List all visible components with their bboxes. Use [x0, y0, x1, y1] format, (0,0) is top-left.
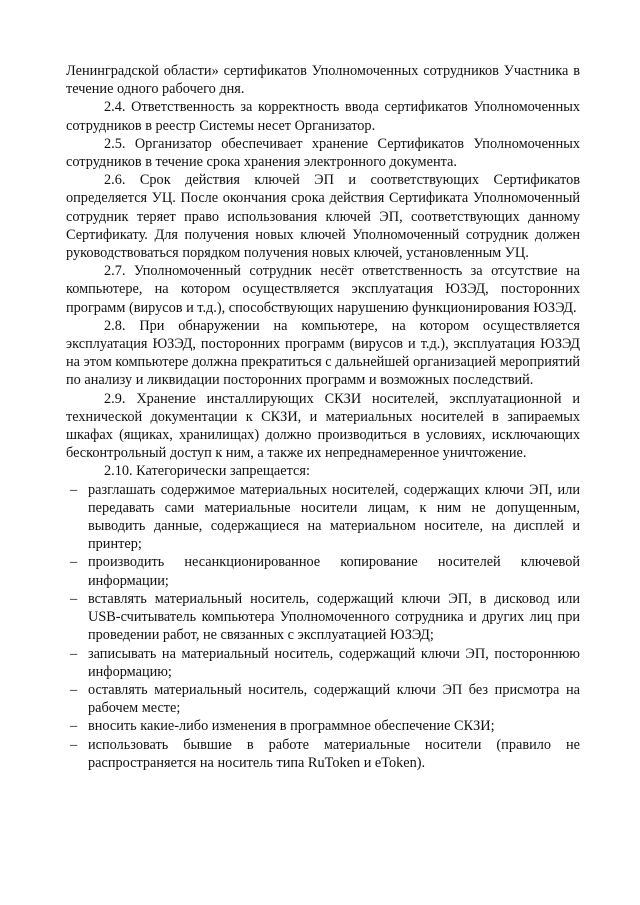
- paragraph-2-8: 2.8. При обнаружении на компьютере, на котором осуществляется эксплуатация ЮЗЭД, посторонних программ (вирусов и т.д.), эксплуатация ЮЗЭД на этом компьютере должна прекратиться с дальнейшей организацией мероприятий по анализу и ликвидации посторонних программ и возможных последствий.: [66, 317, 580, 389]
- list-item: [66, 717, 580, 735]
- paragraph-2-5: 2.5. Организатор обеспечивает хранение Сертификатов Уполномоченных сотрудников в течение срока хранения электронного документа.: [66, 135, 580, 171]
- section-heading-2-10: 2.10. Категорически запрещается:: [104, 463, 310, 480]
- dash-bullet: –: [70, 681, 78, 698]
- list-item-text: записывать на материальный носитель, содержащий ключи ЭП, постороннюю информацию;: [88, 645, 580, 680]
- document-page: [66, 62, 580, 772]
- paragraph-continuation: Ленинградской области» сертификатов Уполномоченных сотрудников Участника в течение одного рабочего дня.: [66, 63, 580, 98]
- paragraph-2-7: 2.7. Уполномоченный сотрудник несёт ответственность за отсутствие на компьютере, на котором осуществляется эксплуатация ЮЗЭД, посторонних программ (вирусов и т.д.), способствующих нарушению функционирования ЮЗЭД.: [66, 263, 580, 316]
- prohibition-list: [66, 481, 580, 772]
- dash-bullet: –: [70, 554, 78, 571]
- dash-bullet: –: [70, 590, 78, 607]
- list-item-text: вставлять материальный носитель, содержащий ключи ЭП, в дисковод или USB-считыватель компьютера Уполномоченного сотрудника и других лиц при проведении работ, не связанных с эксплуатацией ЮЗЭД;: [88, 590, 580, 644]
- list-item-text: оставлять материальный носитель, содержащий ключи ЭП без присмотра на рабочем месте;: [88, 681, 580, 717]
- list-item: [66, 681, 580, 717]
- list-item: [66, 553, 580, 589]
- list-item: [66, 590, 580, 645]
- paragraph-2-9: 2.9. Хранение инсталлирующих СКЗИ носителей, эксплуатационной и технической документации к СКЗИ, и материальных носителей в запираемых шкафах (ящиках, хранилищах) должно производиться в условиях, исключающих бесконтрольный доступ к ним, а также их непреднамеренное уничтожение.: [66, 390, 580, 462]
- dash-bullet: –: [70, 645, 78, 662]
- list-item-text: вносить какие-либо изменения в программное обеспечение СКЗИ;: [88, 718, 495, 735]
- dash-bullet: –: [70, 736, 78, 753]
- paragraph-2-6: 2.6. Срок действия ключей ЭП и соответствующих Сертификатов определяется УЦ. После окончания срока действия Сертификата Уполномоченный сотрудник теряет право использования ключей ЭП, соответствующих данному Сертификату. Для получения новых ключей Уполномоченный сотрудник должен руководствоваться порядком получения новых ключей, установленным УЦ.: [66, 172, 580, 262]
- dash-bullet: –: [70, 481, 78, 498]
- dash-bullet: –: [70, 718, 78, 735]
- list-item: [66, 645, 580, 681]
- list-item: [66, 481, 580, 554]
- paragraph-2-4: 2.4. Ответственность за корректность ввода сертификатов Уполномоченных сотрудников в реестр Системы несет Организатор.: [66, 99, 580, 134]
- list-item-text: производить несанкционированное копирование носителей ключевой информации;: [88, 554, 580, 589]
- list-item-text: использовать бывшие в работе материальные носители (правило не распространяется на носитель типа RuToken и eToken).: [88, 736, 580, 771]
- list-item: [66, 736, 580, 772]
- list-item-text: разглашать содержимое материальных носителей, содержащих ключи ЭП, или передавать сами материальные носители лицам, к ним не допущенным, выводить данные, содержащиеся на материальном носителе, на дисплей и принтер;: [88, 481, 580, 553]
